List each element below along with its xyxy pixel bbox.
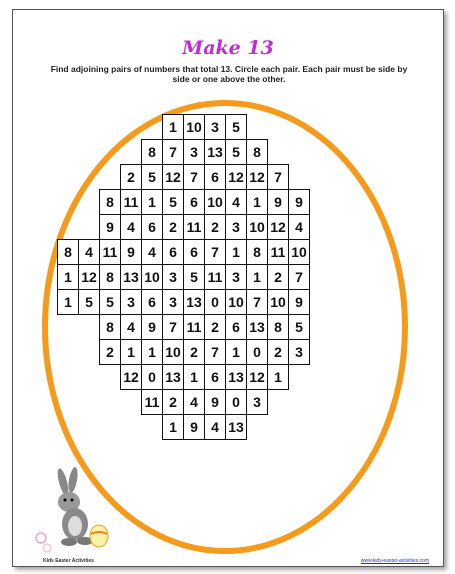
grid-cell[interactable]: 1 (162, 114, 184, 140)
grid-cell[interactable]: 6 (141, 214, 163, 240)
grid-cell[interactable]: 12 (246, 364, 268, 390)
grid-cell[interactable]: 8 (99, 189, 121, 215)
grid-cell[interactable]: 13 (246, 314, 268, 340)
grid-cell[interactable]: 1 (141, 339, 163, 365)
grid-cell[interactable]: 4 (120, 314, 142, 340)
grid-cell[interactable]: 3 (183, 139, 205, 165)
grid-cell[interactable]: 1 (120, 339, 142, 365)
grid-cell[interactable]: 8 (57, 239, 79, 265)
grid-cell[interactable]: 5 (162, 189, 184, 215)
grid-cell[interactable]: 5 (225, 114, 247, 140)
grid-cell[interactable]: 5 (78, 289, 100, 315)
grid-cell[interactable]: 6 (183, 189, 205, 215)
grid-cell[interactable]: 2 (99, 339, 121, 365)
grid-cell[interactable]: 8 (246, 239, 268, 265)
grid-cell[interactable]: 2 (267, 264, 289, 290)
grid-cell[interactable]: 11 (204, 264, 226, 290)
grid-cell[interactable]: 5 (225, 139, 247, 165)
grid-cell[interactable]: 5 (183, 264, 205, 290)
grid-cell[interactable]: 12 (78, 264, 100, 290)
grid-cell[interactable]: 1 (246, 264, 268, 290)
grid-cell[interactable]: 6 (141, 289, 163, 315)
grid-cell[interactable]: 7 (204, 239, 226, 265)
grid-cell[interactable]: 4 (120, 214, 142, 240)
grid-cell[interactable]: 13 (183, 289, 205, 315)
grid-cell[interactable]: 8 (141, 139, 163, 165)
grid-cell[interactable]: 2 (267, 339, 289, 365)
grid-cell[interactable]: 8 (267, 314, 289, 340)
grid-cell[interactable]: 0 (225, 389, 247, 415)
grid-cell[interactable]: 1 (141, 189, 163, 215)
grid-cell[interactable]: 6 (225, 314, 247, 340)
grid-cell[interactable]: 2 (162, 214, 184, 240)
grid-cell[interactable]: 11 (267, 239, 289, 265)
grid-cell[interactable]: 4 (183, 389, 205, 415)
grid-cell[interactable]: 12 (267, 214, 289, 240)
worksheet-instructions: Find adjoining pairs of numbers that total 13. Circle each pair. Each pair must be side by side or one above the other. (50, 64, 408, 84)
grid-cell[interactable]: 13 (204, 139, 226, 165)
grid-cell[interactable]: 6 (183, 239, 205, 265)
grid-cell[interactable]: 1 (246, 189, 268, 215)
grid-cell[interactable]: 3 (162, 289, 184, 315)
grid-cell[interactable]: 0 (204, 289, 226, 315)
grid-cell[interactable]: 11 (183, 314, 205, 340)
grid-cell[interactable]: 7 (162, 139, 184, 165)
grid-cell[interactable]: 9 (204, 389, 226, 415)
footer-website-link[interactable]: www.kids-easter-activities.com (360, 558, 429, 564)
grid-cell[interactable]: 12 (225, 164, 247, 190)
grid-cell[interactable]: 10 (141, 264, 163, 290)
grid-cell[interactable]: 3 (288, 339, 310, 365)
grid-cell[interactable]: 1 (225, 239, 247, 265)
grid-cell[interactable]: 13 (225, 414, 247, 440)
grid-cell[interactable]: 12 (246, 164, 268, 190)
grid-cell[interactable]: 6 (204, 164, 226, 190)
grid-cell[interactable]: 6 (162, 239, 184, 265)
grid-cell[interactable]: 11 (141, 389, 163, 415)
grid-cell[interactable]: 9 (288, 189, 310, 215)
grid-cell[interactable]: 13 (162, 364, 184, 390)
grid-cell[interactable]: 1 (57, 264, 79, 290)
grid-cell[interactable]: 4 (225, 189, 247, 215)
grid-cell[interactable]: 10 (225, 289, 247, 315)
grid-cell[interactable]: 5 (141, 164, 163, 190)
grid-cell[interactable]: 3 (204, 114, 226, 140)
grid-cell[interactable]: 10 (267, 289, 289, 315)
grid-cell[interactable]: 4 (141, 239, 163, 265)
grid-cell[interactable]: 0 (246, 339, 268, 365)
grid-cell[interactable]: 2 (183, 339, 205, 365)
grid-cell[interactable]: 8 (99, 264, 121, 290)
grid-cell[interactable]: 5 (99, 289, 121, 315)
grid-cell[interactable]: 1 (183, 364, 205, 390)
grid-cell[interactable]: 10 (162, 339, 184, 365)
grid-cell[interactable]: 8 (246, 139, 268, 165)
grid-cell[interactable]: 3 (120, 289, 142, 315)
grid-cell[interactable]: 5 (288, 314, 310, 340)
grid-cell[interactable]: 2 (162, 389, 184, 415)
grid-cell[interactable]: 13 (225, 364, 247, 390)
grid-cell[interactable]: 9 (288, 289, 310, 315)
grid-cell[interactable]: 9 (183, 414, 205, 440)
grid-cell[interactable]: 11 (183, 214, 205, 240)
grid-cell[interactable]: 0 (141, 364, 163, 390)
grid-cell[interactable]: 7 (267, 164, 289, 190)
grid-cell[interactable]: 10 (183, 114, 205, 140)
bunny-with-easter-egg-icon (33, 464, 118, 556)
grid-cell[interactable]: 1 (162, 414, 184, 440)
grid-cell[interactable]: 7 (288, 264, 310, 290)
grid-cell[interactable]: 3 (246, 389, 268, 415)
grid-cell[interactable]: 7 (183, 164, 205, 190)
grid-cell[interactable]: 3 (162, 264, 184, 290)
grid-cell[interactable]: 2 (120, 164, 142, 190)
grid-cell[interactable]: 3 (225, 214, 247, 240)
worksheet-title: Make 13 (182, 37, 274, 59)
footer-brand: Kids Easter Activities (43, 558, 94, 564)
grid-cell[interactable]: 7 (162, 314, 184, 340)
grid-cell[interactable]: 8 (99, 314, 121, 340)
grid-cell[interactable]: 12 (162, 164, 184, 190)
grid-cell[interactable]: 3 (225, 264, 247, 290)
grid-cell[interactable]: 7 (246, 289, 268, 315)
grid-cell[interactable]: 11 (99, 239, 121, 265)
grid-cell[interactable]: 4 (78, 239, 100, 265)
grid-cell[interactable]: 11 (120, 189, 142, 215)
grid-cell[interactable]: 2 (204, 314, 226, 340)
grid-cell[interactable]: 1 (267, 364, 289, 390)
grid-cell[interactable]: 1 (57, 289, 79, 315)
worksheet-page (12, 9, 444, 567)
grid-cell[interactable]: 2 (204, 214, 226, 240)
grid-cell[interactable]: 9 (267, 189, 289, 215)
grid-cell[interactable]: 6 (204, 364, 226, 390)
grid-cell[interactable]: 4 (204, 414, 226, 440)
grid-cell[interactable]: 9 (99, 214, 121, 240)
grid-cell[interactable]: 12 (120, 364, 142, 390)
grid-cell[interactable]: 10 (204, 189, 226, 215)
grid-cell[interactable]: 7 (204, 339, 226, 365)
grid-cell[interactable]: 10 (288, 239, 310, 265)
grid-cell[interactable]: 9 (141, 314, 163, 340)
grid-cell[interactable]: 9 (120, 239, 142, 265)
grid-cell[interactable]: 10 (246, 214, 268, 240)
grid-cell[interactable]: 13 (120, 264, 142, 290)
grid-cell[interactable]: 4 (288, 214, 310, 240)
grid-cell[interactable]: 1 (225, 339, 247, 365)
